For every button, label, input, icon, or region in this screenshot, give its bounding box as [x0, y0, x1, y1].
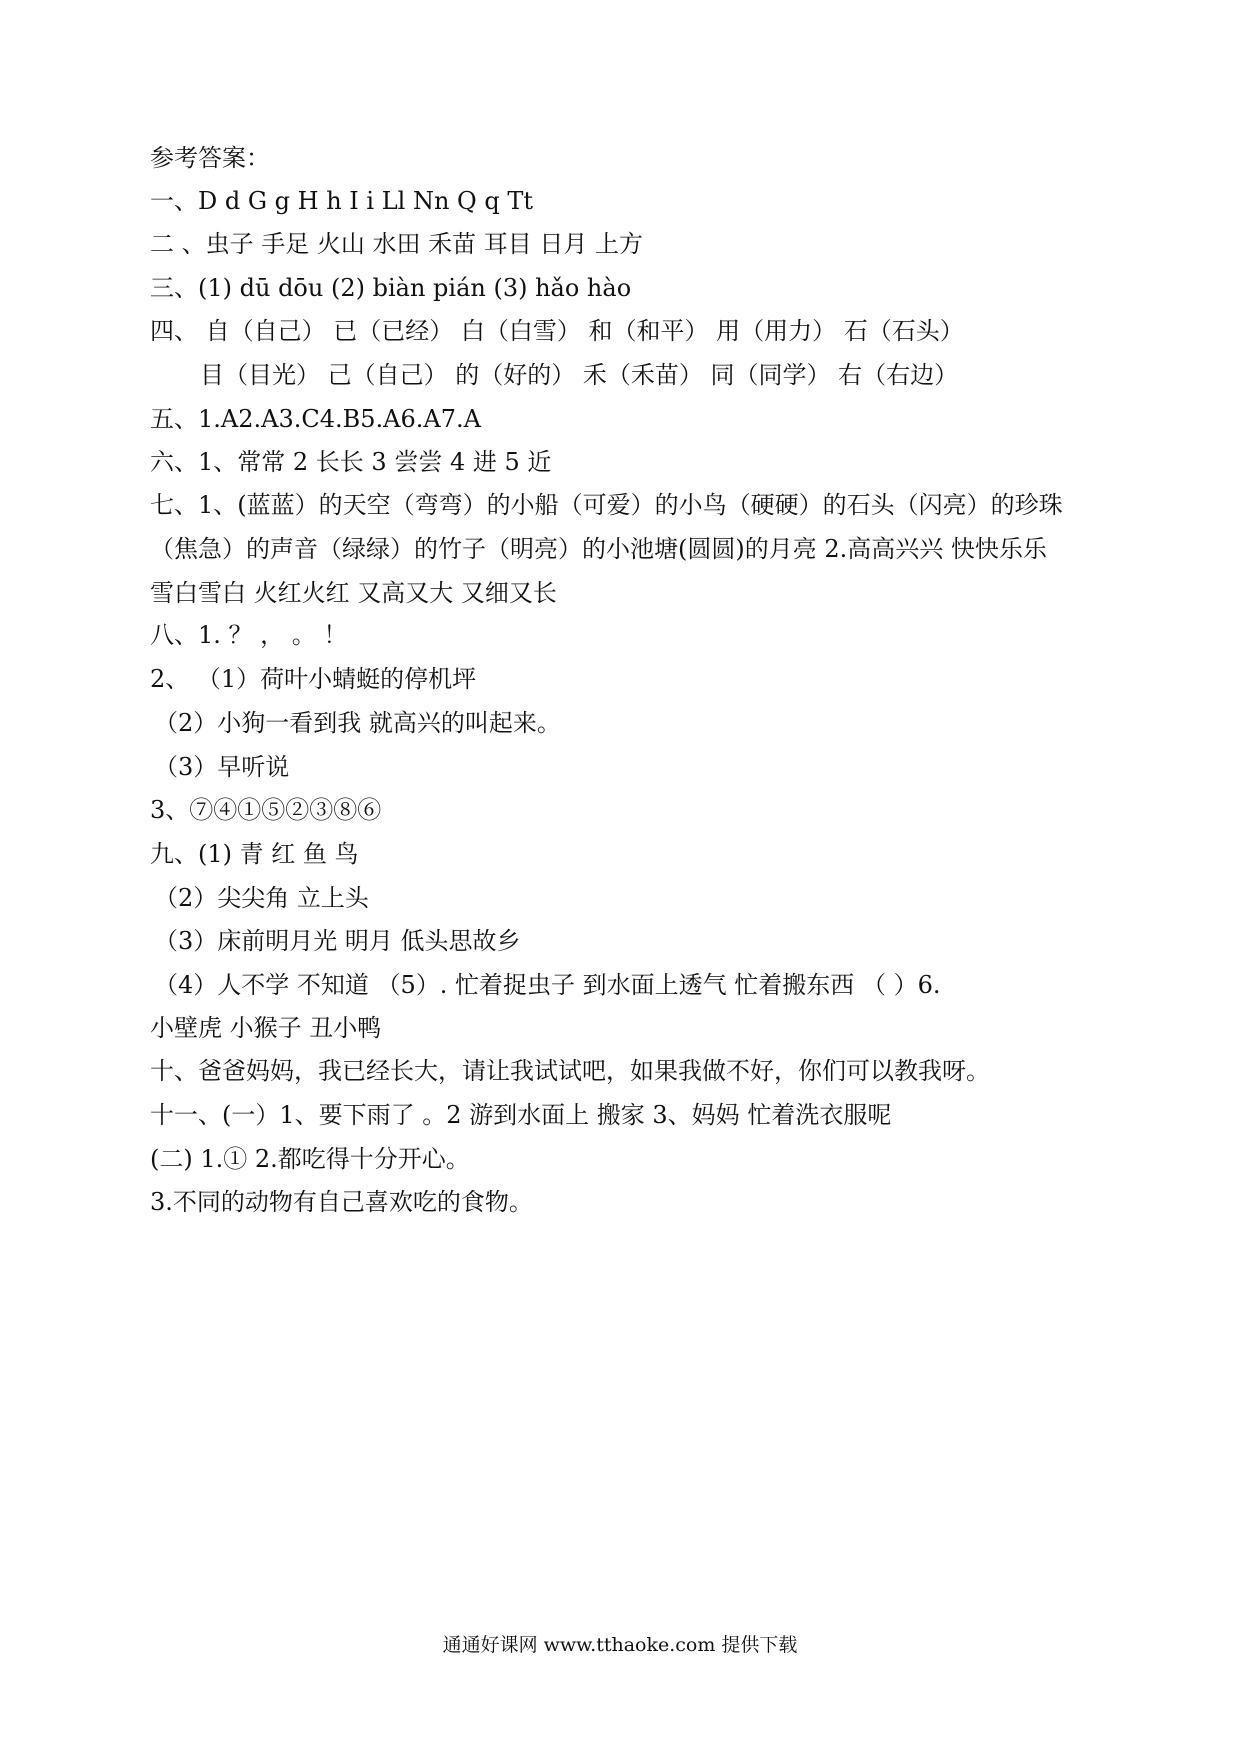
- answer-section-4-line-2: 目（目光） 己（自己） 的（好的） 禾（禾苗） 同（同学） 右（右边）: [200, 361, 959, 389]
- answer-section-7-line-3: 雪白雪白 火红火红 又高又大 又细又长: [150, 579, 557, 607]
- answer-section-9-line-5: 小壁虎 小猴子 丑小鸭: [150, 1014, 382, 1042]
- answer-section-2: 二 、虫子 手足 火山 水田 禾苗 耳目 日月 上方: [150, 230, 644, 258]
- answer-section-11-line-1: 十一、(一）1、要下雨了 。2 游到水面上 搬家 3、妈妈 忙着洗衣服呢: [150, 1101, 892, 1129]
- answer-section-8-line-2: 2、 （1）荷叶小蜻蜓的停机坪: [150, 665, 477, 693]
- answer-section-5: 五、1.A2.A3.C4.B5.A6.A7.A: [150, 405, 481, 433]
- answer-section-9-line-1: 九、(1) 青 红 鱼 鸟: [150, 840, 359, 868]
- answer-section-10: 十、爸爸妈妈，我已经长大，请让我试试吧，如果我做不好，你们可以教我呀。: [150, 1057, 990, 1085]
- answer-section-3: 三、(1) dū dōu (2) biàn pián (3) hǎo hào: [150, 274, 632, 302]
- answer-section-1: 一、D d G g H h I i Ll Nn Q q Tt: [150, 187, 533, 215]
- document-title: 参考答案：: [150, 144, 270, 172]
- page-footer: 通通好课网 www.tthaoke.com 提供下载: [442, 1634, 798, 1656]
- answer-section-7-line-2: （焦急）的声音（绿绿）的竹子（明亮）的小池塘(圆圆)的月亮 2.高高兴兴 快快乐乐: [150, 535, 1047, 563]
- answer-section-4-line-1: 四、 自（自己） 已（已经） 白（白雪） 和（和平） 用（用力） 石（石头）: [150, 317, 964, 345]
- answer-section-11-line-3: 3.不同的动物有自己喜欢吃的食物。: [150, 1188, 533, 1216]
- answer-section-8-line-5: 3、⑦④①⑤②③⑧⑥: [150, 796, 382, 824]
- answer-section-9-line-2: （2）尖尖角 立上头: [154, 884, 369, 912]
- answer-section-7-line-1: 七、1、(蓝蓝）的天空（弯弯）的小船（可爱）的小鸟（硬硬）的石头（闪亮）的珍珠: [150, 491, 1063, 519]
- answer-section-8-line-4: （3）早听说: [154, 753, 290, 781]
- answer-section-9-line-4: （4）人不学 不知道 （5）. 忙着捉虫子 到水面上透气 忙着搬东西 （ ）6.: [154, 971, 941, 999]
- answer-section-11-line-2: (二) 1.① 2.都吃得十分开心。: [150, 1145, 470, 1173]
- answer-section-9-line-3: （3）床前明月光 明月 低头思故乡: [154, 927, 521, 955]
- answer-section-8-line-1: 八、1. ？ ， 。 ！: [150, 621, 348, 649]
- answer-section-8-line-3: （2）小狗一看到我 就高兴的叫起来。: [154, 709, 561, 737]
- answer-section-6: 六、1、常常 2 长长 3 尝尝 4 进 5 近: [150, 448, 552, 476]
